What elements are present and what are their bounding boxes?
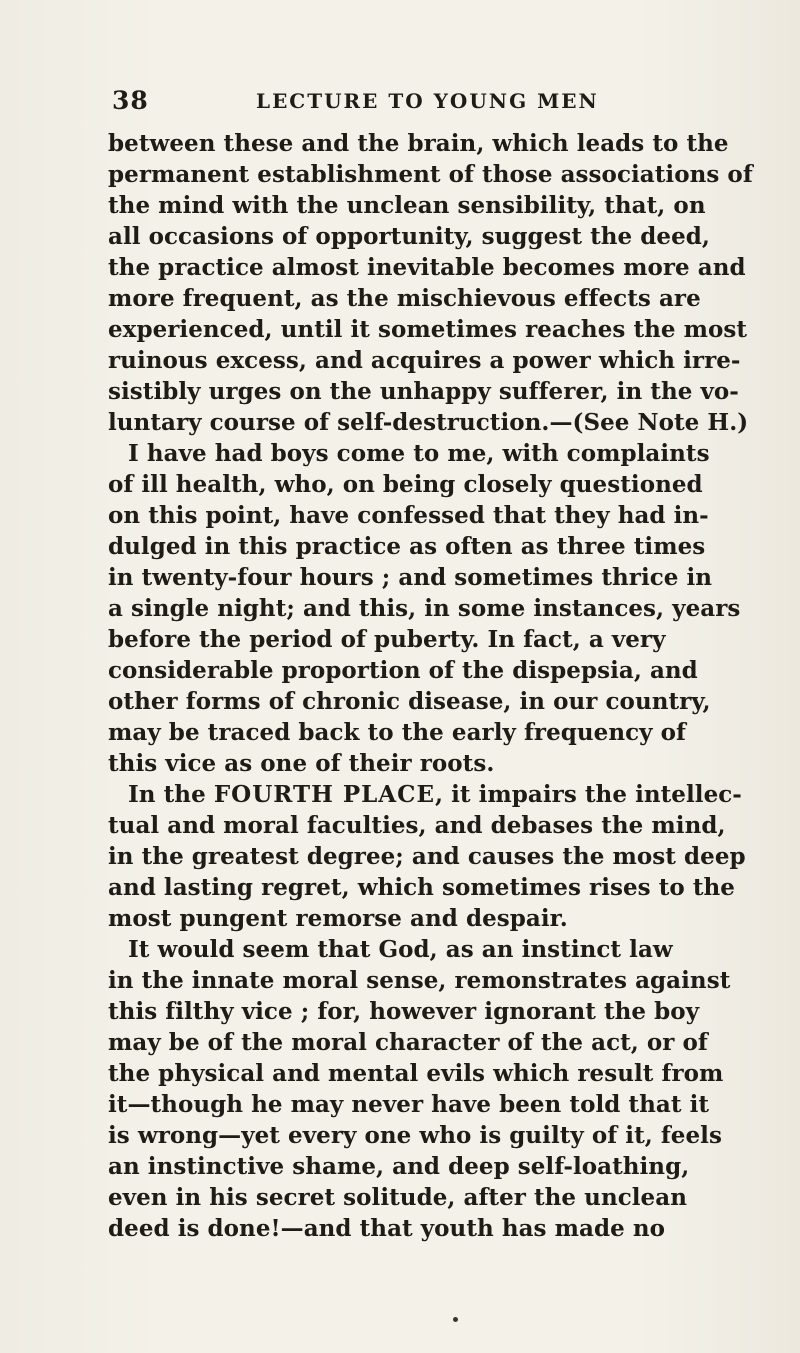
text-line: is wrong—yet every one who is guilty of it, feels [108, 1122, 722, 1149]
text-line: more frequent, as the mischievous effects are [108, 285, 701, 312]
text-line: dulged in this practice as often as three times [108, 533, 706, 560]
text-line: of ill health, who, on being closely questioned [108, 471, 703, 498]
text-line: the mind with the unclean sensibility, that, on [108, 192, 706, 219]
emphasis-fourth-place: FOURTH PLACE [213, 781, 435, 808]
text-line: before the period of puberty. In fact, a very [108, 626, 666, 653]
text-line: and lasting regret, which sometimes rises to the [108, 874, 735, 901]
text-line: may be traced back to the early frequency of [108, 719, 686, 746]
text-line: most pungent remorse and despair. [108, 905, 568, 932]
text-line: all occasions of opportunity, suggest the deed, [108, 223, 710, 250]
text-line: may be of the moral character of the act, or of [108, 1029, 708, 1056]
text-line: this filthy vice ; for, however ignorant the boy [108, 998, 700, 1025]
paragraph-start-line: It would seem that God, as an instinct law [128, 936, 673, 963]
text-line: between these and the brain, which leads to the [108, 130, 729, 157]
text-line: luntary course of self-destruction.—(See Note H.) [108, 409, 749, 436]
paragraph-start-line [108, 779, 742, 810]
text-line: deed is done!—and that youth has made no [108, 1215, 665, 1242]
text-line: an instinctive shame, and deep self-loathing, [108, 1153, 690, 1180]
paragraph-start-line: I have had boys come to me, with complaints [128, 440, 710, 467]
text-line: a single night; and this, in some instances, years [108, 595, 741, 622]
text-line: considerable proportion of the dispepsia, and [108, 657, 698, 684]
text-line: the physical and mental evils which result from [108, 1060, 724, 1087]
running-title: LECTURE TO YOUNG MEN [256, 89, 599, 113]
page-number: 38 [112, 86, 149, 115]
text-line: in twenty-four hours ; and sometimes thrice in [108, 564, 713, 591]
text-line: this vice as one of their roots. [108, 750, 495, 777]
text-line: ruinous excess, and acquires a power which irre- [108, 347, 741, 374]
text-fragment: In the [128, 781, 206, 808]
body-text [108, 128, 753, 1244]
text-line: sistibly urges on the unhappy sufferer, in the vo- [108, 378, 739, 405]
text-line: tual and moral faculties, and debases the mind, [108, 812, 726, 839]
text-line: experienced, until it sometimes reaches the most [108, 316, 748, 343]
text-line: on this point, have confessed that they had in- [108, 502, 709, 529]
text-line: other forms of chronic disease, in our country, [108, 688, 711, 715]
text-line: the practice almost inevitable becomes more and [108, 254, 746, 281]
page-header [112, 86, 722, 122]
text-line: permanent establishment of those associations of [108, 161, 753, 188]
text-line: in the greatest degree; and causes the most deep [108, 843, 746, 870]
print-mark [453, 1317, 458, 1322]
text-fragment: , it impairs the intellec- [434, 781, 742, 808]
text-line: in the innate moral sense, remonstrates against [108, 967, 731, 994]
text-line: it—though he may never have been told that it [108, 1091, 710, 1118]
text-line: even in his secret solitude, after the unclean [108, 1184, 687, 1211]
